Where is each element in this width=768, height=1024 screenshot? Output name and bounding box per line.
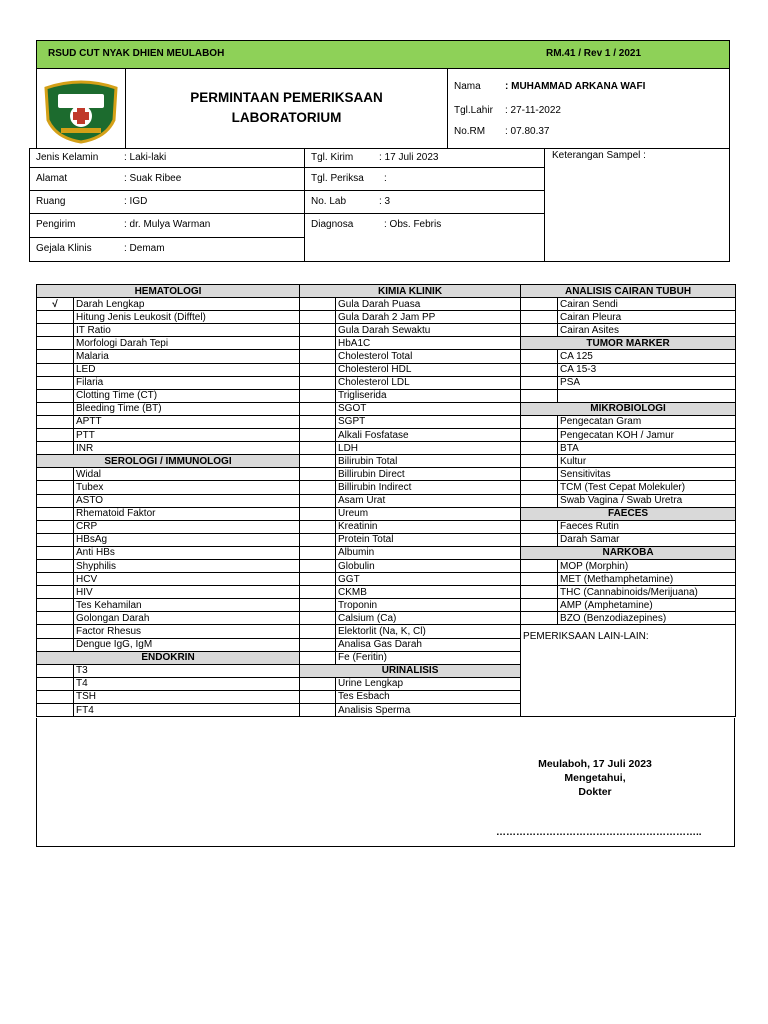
test-name: CA 15-3 xyxy=(558,363,736,376)
checkbox-cell[interactable] xyxy=(37,311,74,324)
nama-label: Nama xyxy=(454,81,481,92)
test-name: Alkali Fosfatase xyxy=(336,429,521,442)
checkbox-cell[interactable] xyxy=(521,363,558,376)
alamat-label: Alamat xyxy=(36,173,68,184)
checkbox-cell[interactable] xyxy=(300,494,336,507)
section-kimia-klinik: KIMIA KLINIK xyxy=(300,285,521,298)
test-name: Elektorlit (Na, K, Cl) xyxy=(336,625,521,638)
checkbox-cell[interactable] xyxy=(37,573,74,586)
checkbox-cell[interactable] xyxy=(521,311,558,324)
nolab-label: No. Lab xyxy=(311,196,347,207)
checkbox-cell[interactable] xyxy=(521,494,558,507)
signature-role: Dokter xyxy=(578,786,612,798)
checkbox-cell[interactable] xyxy=(521,559,558,572)
lab-row xyxy=(37,376,736,389)
test-name: TCM (Test Cepat Molekuler) xyxy=(558,481,736,494)
test-name: THC (Cannabinoids/Merijuana) xyxy=(558,586,736,599)
checkbox-cell[interactable] xyxy=(300,455,336,468)
test-name: ASTO xyxy=(74,494,300,507)
lab-row xyxy=(37,507,736,520)
test-name: Analisis Sperma xyxy=(336,704,521,717)
checkbox-cell[interactable] xyxy=(300,638,336,651)
lab-row xyxy=(37,586,736,599)
test-name: Fe (Feritin) xyxy=(336,651,521,664)
divider xyxy=(29,167,304,168)
checkbox-cell[interactable] xyxy=(37,429,74,442)
checkbox-cell[interactable] xyxy=(521,586,558,599)
test-name: Tes Esbach xyxy=(336,690,521,703)
form-code: RM.41 / Rev 1 / 2021 xyxy=(546,48,642,59)
lab-row xyxy=(37,298,736,311)
test-name: Cholesterol Total xyxy=(336,350,521,363)
section-analisis-cairan: ANALISIS CAIRAN TUBUH xyxy=(521,285,736,298)
test-name: SGPT xyxy=(336,415,521,428)
diagnosa-label: Diagnosa xyxy=(311,219,354,230)
test-name: Troponin xyxy=(336,599,521,612)
checkbox-cell[interactable] xyxy=(521,455,558,468)
lab-row xyxy=(37,612,736,625)
test-name: Cairan Sendi xyxy=(558,298,736,311)
test-name: Cairan Pleura xyxy=(558,311,736,324)
test-name: Tubex xyxy=(74,481,300,494)
lab-row xyxy=(37,468,736,481)
checkbox-cell[interactable] xyxy=(300,690,336,703)
lab-table-body xyxy=(37,285,736,717)
test-name: BZO (Benzodiazepines) xyxy=(558,612,736,625)
checkbox-cell[interactable] xyxy=(300,350,336,363)
checkbox-cell[interactable] xyxy=(300,704,336,717)
checkbox-cell[interactable] xyxy=(37,664,74,677)
test-name: Gula Darah Puasa xyxy=(336,298,521,311)
checkbox-cell[interactable] xyxy=(37,468,74,481)
lab-row xyxy=(37,402,736,415)
divider xyxy=(29,237,304,238)
test-name: Darah Samar xyxy=(558,533,736,546)
checkbox-cell[interactable] xyxy=(300,389,336,402)
checkbox-cell[interactable] xyxy=(300,559,336,572)
checkbox-cell[interactable] xyxy=(37,481,74,494)
lab-row xyxy=(37,311,736,324)
divider xyxy=(304,190,544,191)
checkbox-cell[interactable] xyxy=(37,507,74,520)
divider xyxy=(304,167,544,168)
lab-row xyxy=(37,324,736,337)
test-name: Ureum xyxy=(336,507,521,520)
lab-row xyxy=(37,415,736,428)
checkbox-cell[interactable] xyxy=(521,350,558,363)
checkbox-cell[interactable] xyxy=(521,324,558,337)
test-name: Pengecatan Gram xyxy=(558,415,736,428)
checkbox-cell[interactable] xyxy=(521,533,558,546)
kirim-label: Tgl. Kirim xyxy=(311,152,354,163)
checkbox-cell[interactable]: √ xyxy=(37,298,74,311)
checkbox-cell[interactable] xyxy=(300,324,336,337)
signature-block xyxy=(500,757,690,799)
lab-row xyxy=(37,494,736,507)
nolab-value: : 3 xyxy=(379,196,391,207)
checkbox-cell[interactable] xyxy=(521,442,558,455)
lab-row xyxy=(37,559,736,572)
checkbox-cell[interactable] xyxy=(37,533,74,546)
checkbox-cell[interactable] xyxy=(521,599,558,612)
checkbox-cell[interactable] xyxy=(300,625,336,638)
test-name: MOP (Morphin) xyxy=(558,559,736,572)
test-name: Analisa Gas Darah xyxy=(336,638,521,651)
test-name: Cholesterol HDL xyxy=(336,363,521,376)
ruang-label: Ruang xyxy=(36,196,66,207)
checkbox-cell[interactable] xyxy=(37,520,74,533)
hospital-name: RSUD CUT NYAK DHIEN MEULABOH xyxy=(48,48,225,59)
lab-row xyxy=(37,520,736,533)
test-name: GGT xyxy=(336,573,521,586)
checkbox-cell[interactable] xyxy=(300,677,336,690)
test-name: BTA xyxy=(558,442,736,455)
test-name: Kultur xyxy=(558,455,736,468)
checkbox-cell[interactable] xyxy=(37,690,74,703)
test-name: Clotting Time (CT) xyxy=(74,389,300,402)
test-name: MET (Methamphetamine) xyxy=(558,573,736,586)
test-name: Anti HBs xyxy=(74,546,300,559)
test-name: Gula Darah Sewaktu xyxy=(336,324,521,337)
checkbox-cell[interactable] xyxy=(37,704,74,717)
form-title-line1: PERMINTAAN PEMERIKSAAN xyxy=(190,90,383,105)
norm-label: No.RM xyxy=(454,126,486,137)
periksa-label: Tgl. Periksa xyxy=(311,173,364,184)
lab-row xyxy=(37,455,736,468)
lab-row xyxy=(37,337,736,350)
checkbox-cell[interactable] xyxy=(521,612,558,625)
checkbox-cell[interactable] xyxy=(37,625,74,638)
test-name: IT Ratio xyxy=(74,324,300,337)
lab-row xyxy=(37,429,736,442)
signature-mengetahui: Mengetahui, xyxy=(564,772,626,784)
test-name: Pengecatan KOH / Jamur xyxy=(558,429,736,442)
periksa-value: : xyxy=(384,173,387,184)
checkbox-cell[interactable] xyxy=(300,586,336,599)
test-name: PSA xyxy=(558,376,736,389)
checkbox-cell[interactable] xyxy=(37,376,74,389)
lab-row xyxy=(37,599,736,612)
checkbox-cell[interactable] xyxy=(300,468,336,481)
lahir-value: : 27-11-2022 xyxy=(505,105,561,116)
checkbox-cell[interactable] xyxy=(521,520,558,533)
lab-row xyxy=(37,389,736,402)
test-name: HIV xyxy=(74,586,300,599)
section-hematologi: HEMATOLOGI xyxy=(37,285,300,298)
test-name: CRP xyxy=(74,520,300,533)
test-name: FT4 xyxy=(74,704,300,717)
nama-value: : MUHAMMAD ARKANA WAFI xyxy=(505,81,646,92)
checkbox-cell[interactable] xyxy=(37,599,74,612)
test-name: Golongan Darah xyxy=(74,612,300,625)
jk-value: : Laki-laki xyxy=(124,152,167,163)
checkbox-cell[interactable] xyxy=(300,599,336,612)
gejala-value: : Demam xyxy=(124,243,165,254)
test-name: Shyphilis xyxy=(74,559,300,572)
test-name: Morfologi Darah Tepi xyxy=(74,337,300,350)
checkbox-cell[interactable] xyxy=(521,376,558,389)
test-name: Cholesterol LDL xyxy=(336,376,521,389)
test-name: Widal xyxy=(74,468,300,481)
test-name: Malaria xyxy=(74,350,300,363)
signature-line[interactable]: …………………………………………………….. xyxy=(496,827,702,838)
checkbox-cell[interactable] xyxy=(521,415,558,428)
checkbox-cell[interactable] xyxy=(300,337,336,350)
test-name: AMP (Amphetamine) xyxy=(558,599,736,612)
form-title-line2: LABORATORIUM xyxy=(231,110,342,125)
divider xyxy=(29,213,304,214)
lab-row xyxy=(37,481,736,494)
signature-date: Meulaboh, 17 Juli 2023 xyxy=(538,758,652,770)
checkbox-cell[interactable] xyxy=(300,651,336,664)
divider xyxy=(29,190,304,191)
checkbox-cell[interactable] xyxy=(300,573,336,586)
checkbox-cell[interactable] xyxy=(300,415,336,428)
section-header: ENDOKRIN xyxy=(37,651,300,664)
test-name: Filaria xyxy=(74,376,300,389)
checkbox-cell[interactable] xyxy=(300,612,336,625)
test-name: Faeces Rutin xyxy=(558,520,736,533)
test-name: Urine Lengkap xyxy=(336,677,521,690)
checkbox-cell[interactable] xyxy=(300,363,336,376)
checkbox-cell[interactable] xyxy=(300,429,336,442)
diagnosa-value: : Obs. Febris xyxy=(384,219,442,230)
test-name: T3 xyxy=(74,664,300,677)
test-name: APTT xyxy=(74,415,300,428)
section-header: TUMOR MARKER xyxy=(521,337,736,350)
test-name: Billirubin Direct xyxy=(336,468,521,481)
section-header: MIKROBIOLOGI xyxy=(521,402,736,415)
checkbox-cell[interactable] xyxy=(521,468,558,481)
lab-row xyxy=(37,573,736,586)
test-name: Sensitivitas xyxy=(558,468,736,481)
test-name: Albumin xyxy=(336,546,521,559)
test-name: Globulin xyxy=(336,559,521,572)
checkbox-cell[interactable] xyxy=(300,481,336,494)
logo-cell xyxy=(36,68,126,149)
checkbox-cell[interactable] xyxy=(37,612,74,625)
section-header: URINALISIS xyxy=(300,664,521,677)
lab-row xyxy=(37,363,736,376)
test-name: Cairan Asites xyxy=(558,324,736,337)
checkbox-cell[interactable] xyxy=(37,402,74,415)
checkbox-cell[interactable] xyxy=(37,677,74,690)
test-name: Calsium (Ca) xyxy=(336,612,521,625)
checkbox-cell[interactable] xyxy=(300,311,336,324)
test-name: LED xyxy=(74,363,300,376)
checkbox-cell[interactable] xyxy=(37,586,74,599)
section-header: SEROLOGI / IMMUNOLOGI xyxy=(37,455,300,468)
ruang-value: : IGD xyxy=(124,196,148,207)
section-header: NARKOBA xyxy=(521,546,736,559)
test-name: Trigliserida xyxy=(336,389,521,402)
pemeriksaan-lain-label: PEMERIKSAAN LAIN-LAIN: xyxy=(523,631,649,643)
checkbox-cell[interactable] xyxy=(37,389,74,402)
test-name: LDH xyxy=(336,442,521,455)
test-name: HbA1C xyxy=(336,337,521,350)
checkbox-cell[interactable] xyxy=(300,507,336,520)
section-header: FAECES xyxy=(521,507,736,520)
checkbox-cell[interactable] xyxy=(37,415,74,428)
checkbox-cell[interactable] xyxy=(37,442,74,455)
pemeriksaan-lain-cell[interactable] xyxy=(521,625,736,717)
test-name: Swab Vagina / Swab Uretra xyxy=(558,494,736,507)
test-name: Billirubin Indirect xyxy=(336,481,521,494)
checkbox-cell[interactable] xyxy=(300,442,336,455)
checkbox-cell[interactable] xyxy=(37,337,74,350)
checkbox-cell[interactable] xyxy=(37,638,74,651)
checkbox-cell[interactable] xyxy=(37,559,74,572)
lab-row xyxy=(37,350,736,363)
test-name: Dengue IgG, IgM xyxy=(74,638,300,651)
lab-header-row xyxy=(37,285,736,298)
test-name: Kreatinin xyxy=(336,520,521,533)
lab-row xyxy=(37,533,736,546)
checkbox-cell[interactable] xyxy=(521,481,558,494)
test-name: Darah Lengkap xyxy=(74,298,300,311)
lab-row xyxy=(37,442,736,455)
checkbox-cell[interactable] xyxy=(37,363,74,376)
test-name: Protein Total xyxy=(336,533,521,546)
hospital-logo xyxy=(36,68,126,149)
test-name: SGOT xyxy=(336,402,521,415)
checkbox-cell[interactable] xyxy=(521,573,558,586)
gejala-label: Gejala Klinis xyxy=(36,243,92,254)
checkbox-cell[interactable] xyxy=(37,546,74,559)
lahir-label: Tgl.Lahir xyxy=(454,105,493,116)
divider xyxy=(304,213,544,214)
test-name: Gula Darah 2 Jam PP xyxy=(336,311,521,324)
test-name: T4 xyxy=(74,677,300,690)
checkbox-cell[interactable] xyxy=(300,533,336,546)
test-name: TSH xyxy=(74,690,300,703)
test-name: HCV xyxy=(74,573,300,586)
test-name: Bleeding Time (BT) xyxy=(74,402,300,415)
lab-row xyxy=(37,546,736,559)
checkbox-cell[interactable] xyxy=(300,376,336,389)
test-name: HBsAg xyxy=(74,533,300,546)
alamat-value: : Suak Ribee xyxy=(124,173,182,184)
jk-label: Jenis Kelamin xyxy=(36,152,99,163)
form-title xyxy=(125,88,448,128)
checkbox-cell[interactable] xyxy=(521,429,558,442)
test-name: CA 125 xyxy=(558,350,736,363)
lab-request-table xyxy=(36,284,736,717)
checkbox-cell[interactable] xyxy=(37,324,74,337)
pengirim-value: : dr. Mulya Warman xyxy=(124,219,211,230)
checkbox-cell[interactable] xyxy=(37,494,74,507)
test-name: Rhematoid Faktor xyxy=(74,507,300,520)
test-name: PTT xyxy=(74,429,300,442)
checkbox-cell[interactable] xyxy=(521,389,558,402)
checkbox-cell[interactable] xyxy=(300,520,336,533)
norm-value: : 07.80.37 xyxy=(505,126,550,137)
divider xyxy=(304,148,305,262)
test-name: INR xyxy=(74,442,300,455)
checkbox-cell[interactable] xyxy=(37,350,74,363)
test-name: Factor Rhesus xyxy=(74,625,300,638)
test-name: Tes Kehamilan xyxy=(74,599,300,612)
sampel-label: Keterangan Sampel : xyxy=(552,150,646,161)
test-name: CKMB xyxy=(336,586,521,599)
checkbox-cell[interactable] xyxy=(300,546,336,559)
divider xyxy=(544,148,545,262)
checkbox-cell[interactable] xyxy=(300,298,336,311)
kirim-value: : 17 Juli 2023 xyxy=(379,152,439,163)
test-name: Hitung Jenis Leukosit (Difftel) xyxy=(74,311,300,324)
test-name xyxy=(558,389,736,402)
test-name: Bilirubin Total xyxy=(336,455,521,468)
test-name: Asam Urat xyxy=(336,494,521,507)
checkbox-cell[interactable] xyxy=(521,298,558,311)
lab-row xyxy=(37,625,736,638)
pengirim-label: Pengirim xyxy=(36,219,76,230)
checkbox-cell[interactable] xyxy=(300,402,336,415)
